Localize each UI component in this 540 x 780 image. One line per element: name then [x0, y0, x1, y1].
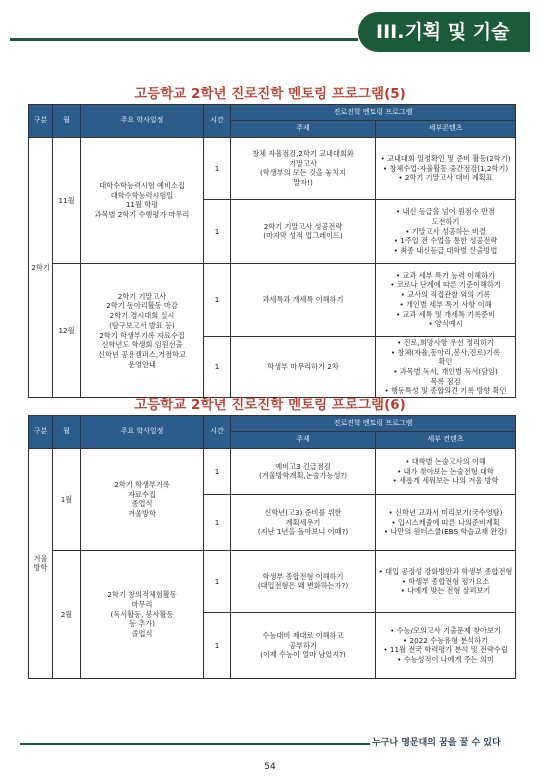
- details-cell: [376, 550, 516, 612]
- detail-line: • 양식예시: [428, 319, 463, 329]
- detail-line: • 2022 수능유형 분석하기: [403, 635, 488, 645]
- details-cell: [376, 199, 516, 263]
- header-schedule: 주요 학사일정: [81, 105, 204, 138]
- schedule-line: 자료수집: [128, 489, 156, 499]
- topic-line: 공부하기: [289, 640, 317, 650]
- footer-motto: 누구나 명문대의 꿈을 꿀 수 있다: [372, 738, 501, 748]
- schedule-line: 2학기 학생부기록: [114, 479, 170, 489]
- topic-line: 기말고사: [289, 158, 317, 168]
- header-program: 진로진학 멘토링 프로그램: [231, 416, 516, 432]
- detail-line: • 기말고사 성공하는 비결: [405, 226, 486, 236]
- header-category: 구분: [29, 105, 53, 138]
- detail-line: • 2학기 기말고사 대비 계획표: [398, 173, 493, 183]
- detail-line: • 최종 내신등급 대학별 산출방법: [393, 245, 498, 255]
- topic-line: 학생부 종합전형 이해하기: [262, 571, 344, 581]
- schedule-line: 11월 학평: [125, 200, 159, 210]
- header-topic: 주제: [231, 432, 376, 448]
- detail-line: • 나에게 맞는 전형 살펴보기: [400, 586, 491, 596]
- detail-line: • 학생부 종합전형 평가요소: [401, 576, 490, 586]
- topic-line: (겨울방학계획,논술가능성?): [258, 471, 348, 481]
- detail-line: • 내신 등급을 넘어 원점수 만점: [396, 207, 495, 217]
- detail-line: • 진로,희망사항 우선 정리하기: [397, 337, 494, 347]
- footer-rule: [20, 743, 370, 745]
- schedule-line: 신학년 공용캠퍼스,거점학교: [98, 349, 186, 359]
- mentoring-table-5: [28, 104, 516, 398]
- topic-line: 2학기 기말고사 성공전략: [263, 221, 343, 231]
- category-cell: 겨울방학: [29, 448, 53, 678]
- details-cell: [376, 263, 516, 336]
- month-cell: 12월: [53, 263, 81, 397]
- hours-cell: 1: [204, 137, 231, 199]
- schedule-line: (독서활동, 봉사활동: [110, 609, 174, 619]
- detail-line: • 교사의 직접관찰 외의 기록: [400, 290, 491, 300]
- detail-line: • 교과 세부 특기 능력 이해하기: [396, 270, 495, 280]
- detail-line: 도전하기: [431, 216, 460, 226]
- schedule-cell: [81, 137, 204, 263]
- schedule-line: 2학기 기말고사: [117, 291, 167, 301]
- header-program: 진로진학 멘토링 프로그램: [231, 105, 516, 121]
- detail-line: • 수능성적이 나에게 주는 의미: [397, 655, 494, 665]
- header-schedule: 주요 학사일정: [81, 416, 204, 449]
- schedule-line: 마무리: [131, 599, 153, 609]
- hours-cell: 1: [204, 550, 231, 612]
- topic-line: 계획세우기: [285, 517, 321, 527]
- detail-line: 확인: [438, 357, 453, 367]
- schedule-line: 운영안내: [128, 359, 156, 369]
- mentoring-table-6: [28, 415, 516, 679]
- topic-line: 과세특과 개세특 이해하기: [262, 295, 344, 305]
- topic-line: (지난 1년을 돌아보니 어때?): [257, 527, 349, 537]
- page-number: 54: [264, 762, 276, 772]
- detail-line: • 창체수업·자율활동 중간점검(1,2학기): [382, 163, 509, 173]
- detail-line: • 대입 공정성 강화방안과 학생부 종합전형: [378, 566, 513, 576]
- detail-line: • 개인별 세부 특기 사항 이해: [399, 299, 492, 309]
- details-cell: [376, 137, 516, 199]
- detail-line: • 새롭게 세워보는 나의 겨울 방학: [392, 476, 499, 486]
- topic-line: 말자!): [293, 178, 313, 188]
- schedule-line: 겨울방학: [128, 509, 156, 519]
- details-cell: [376, 612, 516, 678]
- schedule-line: 종업식: [131, 499, 153, 509]
- header-topic: 주제: [231, 121, 376, 137]
- details-cell: [376, 448, 516, 494]
- topic-line: 수능대비 제대로 이해하고: [262, 630, 344, 640]
- topic-cell: [231, 336, 376, 397]
- header-hours: 시간: [204, 416, 231, 449]
- table-row: [29, 263, 516, 336]
- table-row: [29, 137, 516, 199]
- detail-line: • 수능/모의고사 기출문제 찾아보기: [390, 625, 501, 635]
- table6-title: 고등학교 2학년 진로진학 멘토링 프로그램(6): [134, 397, 406, 413]
- detail-line: • 코로나 단계에 따른 기준이해하기: [390, 280, 501, 290]
- hours-cell: 1: [204, 448, 231, 494]
- topic-line: 예비고3 긴급점검: [275, 461, 331, 471]
- header-category: 구분: [29, 416, 53, 449]
- detail-line: • 대학별 논술고사의 이해: [405, 456, 486, 466]
- topic-line: (학생부의 모든 것을 놓치지: [259, 168, 347, 178]
- detail-line: • 행동특성 및 종합의견 기록 방향 확인: [384, 386, 507, 396]
- table-row: [29, 448, 516, 494]
- header-month: 월: [53, 105, 81, 138]
- detail-line: • 1주일 전 수업을 통한 성공전략: [393, 236, 498, 246]
- topic-cell: [231, 612, 376, 678]
- hours-cell: 1: [204, 336, 231, 397]
- table-row: [29, 550, 516, 612]
- topic-cell: [231, 494, 376, 550]
- schedule-line: 2학기 학생부기록 자료수집: [99, 330, 185, 340]
- detail-line: • 11월 전국 학력평가 분석 및 전략수립: [383, 645, 508, 655]
- topic-line: 신학년(고3) 준비를 위한: [264, 507, 342, 517]
- detail-line: • 입시스케쥴에 따른 나의준비계획: [391, 517, 500, 527]
- topic-cell: [231, 448, 376, 494]
- header-month: 월: [53, 416, 81, 449]
- detail-line: 목록 점검: [430, 376, 461, 386]
- header-band: [0, 0, 540, 62]
- header-rule: [10, 38, 358, 41]
- schedule-line: 대학수학능력시험 예비소집: [99, 180, 185, 190]
- topic-cell: [231, 550, 376, 612]
- schedule-line: 등 추가): [129, 619, 155, 629]
- schedule-cell: [81, 263, 204, 397]
- header-details: 세부 컨텐츠: [376, 432, 516, 448]
- detail-line: • 내가 찾아보는 논술전형 대학: [397, 466, 494, 476]
- schedule-line: 졸업식: [131, 628, 153, 638]
- detail-line: • 교내대회 일정확인 및 준비 활동(2학기): [380, 153, 511, 163]
- chapter-tab: [358, 12, 530, 52]
- topic-line: (대입전형은 왜 변화하는가?): [257, 581, 349, 591]
- hours-cell: 1: [204, 612, 231, 678]
- details-cell: [376, 336, 516, 397]
- schedule-line: 대학수학능력시험일: [110, 190, 174, 200]
- chapter-number: III.: [376, 21, 405, 43]
- header-details: 세부콘텐츠: [376, 121, 516, 137]
- topic-cell: [231, 263, 376, 336]
- topic-cell: [231, 137, 376, 199]
- hours-cell: 1: [204, 494, 231, 550]
- topic-line: (마지막 성적 업그레이드): [263, 231, 343, 241]
- schedule-cell: [81, 448, 204, 550]
- month-cell: 11월: [53, 137, 81, 263]
- schedule-line: 신학년도 학생회 임원선출: [101, 340, 183, 350]
- detail-line: • 창체(자율,동아리,봉사,진로)기록: [390, 347, 501, 357]
- category-cell: 2학기: [29, 137, 53, 397]
- schedule-line: 2학기 동아리활동 마감: [106, 301, 178, 311]
- hours-cell: 1: [204, 263, 231, 336]
- table5-title: 고등학교 2학년 진로진학 멘토링 프로그램(5): [134, 86, 406, 102]
- detail-line: • 나만의 원터스쿨(EBS 학습교재 완강): [383, 527, 508, 537]
- schedule-line: (탐구보고서 발표 등): [109, 320, 175, 330]
- month-cell: 2월: [53, 550, 81, 678]
- month-cell: 1월: [53, 448, 81, 550]
- topic-line: (이제 수능이 얼마 남았지?): [260, 650, 346, 660]
- hours-cell: 1: [204, 199, 231, 263]
- topic-cell: [231, 199, 376, 263]
- chapter-title: 기획 및 기술: [404, 21, 510, 43]
- topic-line: 창체 자율점검,2학기 교내대회와: [252, 148, 354, 158]
- schedule-line: 2학기 경시대회 실시: [109, 311, 175, 321]
- schedule-line: 2학기 창의적체험활동: [107, 590, 177, 600]
- detail-line: • 신학년 교과서 미리보기(국수영탐): [388, 507, 503, 517]
- schedule-line: 과목별 2학기 수행평가 마무리: [94, 210, 190, 220]
- detail-line: • 교과 세특 및 개세특 기록준비: [396, 309, 495, 319]
- topic-line: 학생부 마무리하기 2차: [267, 362, 339, 372]
- details-cell: [376, 494, 516, 550]
- header-hours: 시간: [204, 105, 231, 138]
- detail-line: • 과목별 독서, 개인별 독서(담임): [393, 367, 498, 377]
- schedule-cell: [81, 550, 204, 678]
